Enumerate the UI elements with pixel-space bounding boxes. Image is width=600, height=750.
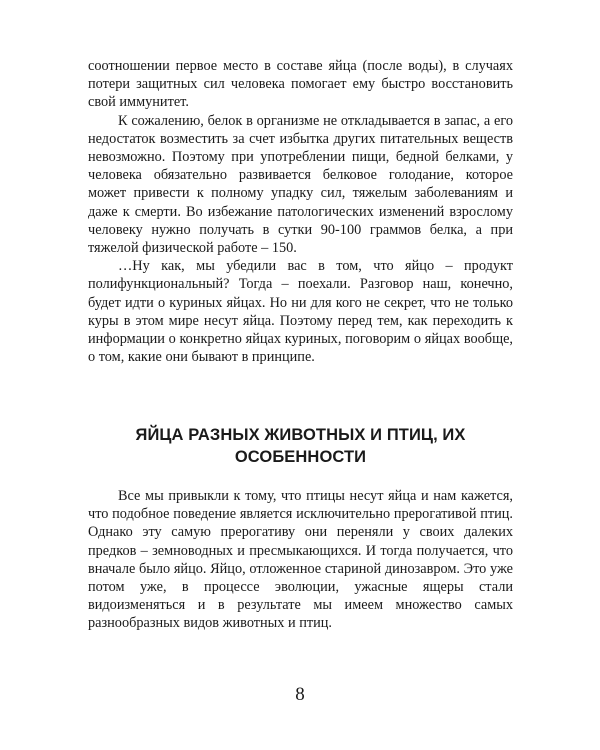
chapter-heading <box>88 424 513 468</box>
paragraph-evolution: Все мы привыкли к тому, что птицы несут яйца и нам кажется, что подобное поведение является исключительно прерогативой птиц. Однако эту самую прерогативу они переняли у своих далеких предков – земноводных и пресмыкающихся. И тогда получается, что вначале было яйцо. Яйцо, отложенное стариной динозавром. Это уже потом уже, в процессе эволюции, ужасные ящеры стали видоизменяться и в результате мы имеем множество самых разнообразных видов животных и птиц. <box>88 488 513 632</box>
text-section-1 <box>88 57 513 366</box>
chapter-heading-line-1: ЯЙЦА РАЗНЫХ ЖИВОТНЫХ И ПТИЦ, ИХ <box>135 426 466 444</box>
paragraph-transition: …Ну как, мы убедили вас в том, что яйцо – продукт полифункциональный? Тогда – поехали. Разговор наш, конечно, будет идти о куриных яйцах. Но ни для кого не секрет, что не только куры в этом мире несут яйца. Поэтому перед тем, как переходить к информации о конкретно яйцах куриных, поговорим о яйцах вообще, о том, какие они бывают в принципе. <box>88 258 513 366</box>
paragraph-protein: К сожалению, белок в организме не откладывается в запас, а его недостаток возместить за счет избытка других питательных веществ невозможно. Поэтому при употреблении пищи, бедной белками, у человека обязательно развивается белковое голодание, которое может привести к полному упадку сил, тяжелым заболеваниям и даже к смерти. Во избежание патологических изменений взрослому человеку нужно получать в сутки 90-100 граммов белка, а при тяжелой физической работе – 150. <box>88 112 513 257</box>
paragraph-continuation: соотношении первое место в составе яйца (после воды), в случаях потери защитных сил человека помогает ему быстро восстановить свой иммунитет. <box>88 58 513 111</box>
text-section-2 <box>88 487 513 633</box>
chapter-heading-line-2: ОСОБЕННОСТИ <box>234 448 367 466</box>
page-number: 8 <box>295 684 305 705</box>
